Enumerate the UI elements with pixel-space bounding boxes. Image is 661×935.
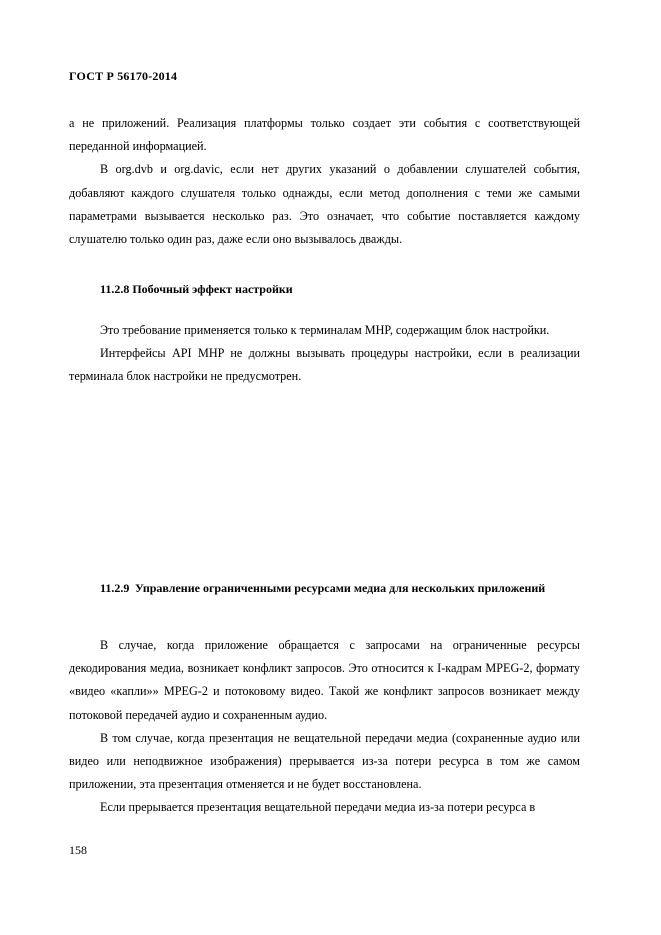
running-header: ГОСТ Р 56170-2014 [69,69,178,83]
paragraph: а не приложений. Реализация платформы только создает эти события с соответствующей переданной информацией. [69,116,580,154]
section-heading-11-2-9 [100,577,580,599]
paragraph: В случае, когда приложение обращается с запросами на ограниченные ресурсы декодирования медиа, возникает конфликт запросов. Это относится к I-кадрам MPEG-2, формату «видео «капли»» MPEG-2 и потоковому видео. Такой же конфликт запросов возникает между потоковой передачей аудио и сохраненным аудио. [69,638,580,722]
page-number: 158 [69,843,87,857]
paragraph: В org.dvb и org.davic, если нет других указаний о добавлении слушателей события, добавляют каждого слушателя только однажды, если метод дополнения с теми же самыми параметрами вызывается несколько раз. Это означает, что событие поставляется каждому слушателю только один раз, даже если оно вызывалось дважды. [69,162,580,247]
section-number: 11.2.9 [100,581,130,595]
continued-text-block [69,112,580,251]
section-heading-11-2-8: 11.2.8 Побочный эффект настройки [100,282,293,296]
paragraph: Интерфейсы API MHP не должны вызывать процедуры настройки, если в реализации терминала блок настройки не предусмотрен. [69,346,580,384]
paragraph: В том случае, когда презентация не вещательной передачи медиа (сохраненные аудио или видео или неподвижное изображения) прерывается из-за потери ресурса в том же самом приложении, эта презентация отменяется и не будет восстановлена. [69,730,580,792]
section-11-2-8-body [69,319,580,389]
section-11-2-9-body [69,634,580,820]
section-title: Управление ограниченными ресурсами медиа для нескольких приложений [135,581,546,595]
paragraph: Если прерывается презентация вещательной передачи медиа из-за потери ресурса в [100,800,536,815]
paragraph: Это требование применяется только к терминалам MHP, содержащим блок настройки. [100,323,550,337]
